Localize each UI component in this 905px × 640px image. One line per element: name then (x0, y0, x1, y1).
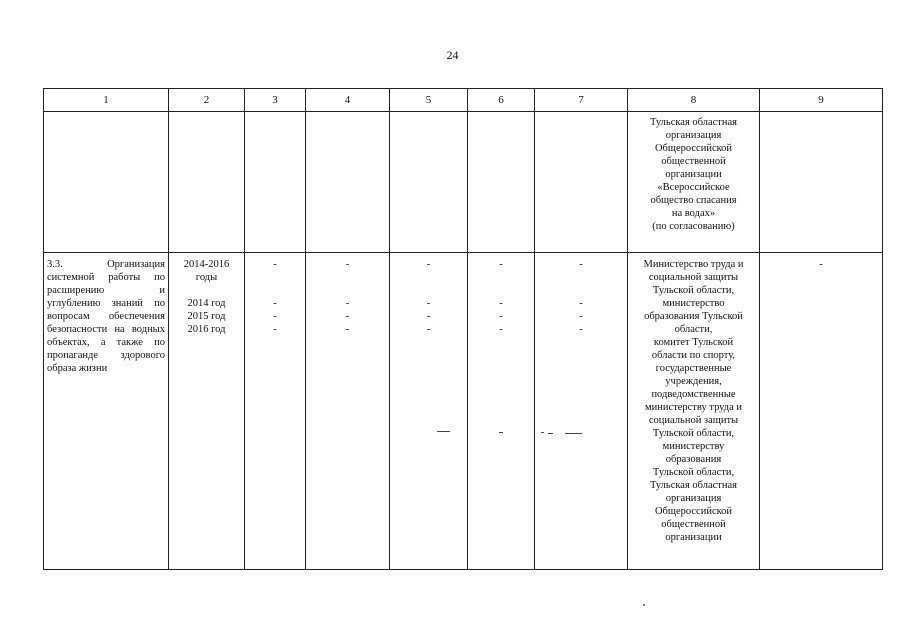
col9-value: - (760, 253, 883, 570)
dash: - (426, 311, 431, 322)
cell (245, 112, 306, 253)
header-col-7: 7 (535, 89, 628, 112)
dash: - (273, 311, 277, 322)
scan-smudge (499, 432, 503, 433)
header-col-6: 6 (468, 89, 535, 112)
scan-smudge (437, 431, 450, 432)
dash: - (345, 259, 350, 270)
executor-line: министерство (662, 298, 725, 309)
dash: - (426, 259, 431, 270)
page-number: 24 (446, 48, 459, 62)
dash: - (499, 311, 503, 322)
cell (306, 112, 390, 253)
col3-values (245, 253, 306, 570)
scan-smudge (541, 432, 544, 433)
dash: - (499, 324, 503, 335)
dash: - (499, 259, 503, 270)
executor-line: министерству (662, 441, 725, 452)
col4-values (306, 253, 390, 570)
executor-line: государственные (655, 363, 732, 374)
header-col-3: 3 (245, 89, 306, 112)
executor-line: (по согласованию) (652, 221, 735, 232)
executor-line: «Всероссийское (657, 182, 730, 193)
executor-line: организации (665, 532, 722, 543)
executor-line: министерству труда и (644, 402, 743, 413)
header-col-8: 8 (628, 89, 760, 112)
executor-line: Министерство труда и (643, 259, 744, 270)
dash: - (579, 324, 583, 335)
executor-line: на водах» (671, 208, 716, 219)
executor-cell (628, 112, 760, 253)
scan-dot (643, 604, 645, 606)
executor-line: подведомственные (651, 389, 736, 400)
header-col-1: 1 (44, 89, 169, 112)
table-row (44, 253, 883, 570)
executor-line: области по спорту, (651, 350, 736, 361)
cell (535, 112, 628, 253)
dash: - (499, 298, 503, 309)
executor-line: области, (674, 324, 713, 335)
dash: - (426, 298, 431, 309)
executor-line: комитет Тульской (653, 337, 734, 348)
executor-line: общество спасания (650, 195, 737, 206)
cell (760, 112, 883, 253)
cell (390, 112, 468, 253)
header-row (44, 89, 883, 112)
header-col-4: 4 (306, 89, 390, 112)
year-2016: 2016 год (187, 324, 226, 335)
dash: - (345, 311, 350, 322)
executor-line: Тульская областная (649, 117, 737, 128)
executor-line: Общероссийской (654, 506, 733, 517)
dash: - (273, 324, 277, 335)
measure-description: 3.3. Организация системной работы по расширению и углублению знаний по вопросам обеспечения безопасности на водных объектах, а также по пропаганде здорового образа жизни (44, 253, 169, 570)
dash: - (273, 259, 277, 270)
dash: - (345, 298, 350, 309)
executor-line: Тульской области, (652, 285, 735, 296)
header-col-9: 9 (760, 89, 883, 112)
executor-line: учреждения, (665, 376, 722, 387)
period-unit: годы (195, 272, 218, 283)
dash: - (273, 298, 277, 309)
cell (169, 112, 245, 253)
header-col-2: 2 (169, 89, 245, 112)
dash: - (579, 259, 583, 270)
cell (44, 112, 169, 253)
col5-values (390, 253, 468, 570)
executor-line: Общероссийской (654, 143, 733, 154)
table-row (44, 112, 883, 253)
cell (468, 112, 535, 253)
executor-line: Тульская областная (649, 480, 737, 491)
executor-line: организации (665, 169, 722, 180)
year-2014: 2014 год (187, 298, 226, 309)
dash: - (345, 324, 350, 335)
dash: - (426, 324, 431, 335)
executor-line: Тульской области, (652, 467, 735, 478)
dash: - (579, 311, 583, 322)
executor-cell (628, 253, 760, 570)
executor-line: Тульской области, (652, 428, 735, 439)
measures-table (43, 88, 883, 570)
scan-smudge (548, 433, 553, 434)
executor-line: образования Тульской (644, 311, 743, 322)
executor-line: организация (665, 130, 722, 141)
year-2015: 2015 год (187, 311, 226, 322)
executor-line: образования (665, 454, 722, 465)
header-col-5: 5 (390, 89, 468, 112)
executor-line: социальной защиты (648, 272, 739, 283)
executor-line: социальной защиты (648, 415, 739, 426)
dash: - (579, 298, 583, 309)
period-cell (169, 253, 245, 570)
executor-line: общественной (661, 519, 726, 530)
scan-smudge (565, 433, 582, 434)
executor-line: организация (665, 493, 722, 504)
executor-line: общественной (661, 156, 726, 167)
col6-values (468, 253, 535, 570)
col7-values (535, 253, 628, 570)
period-range: 2014-2016 (183, 259, 230, 270)
